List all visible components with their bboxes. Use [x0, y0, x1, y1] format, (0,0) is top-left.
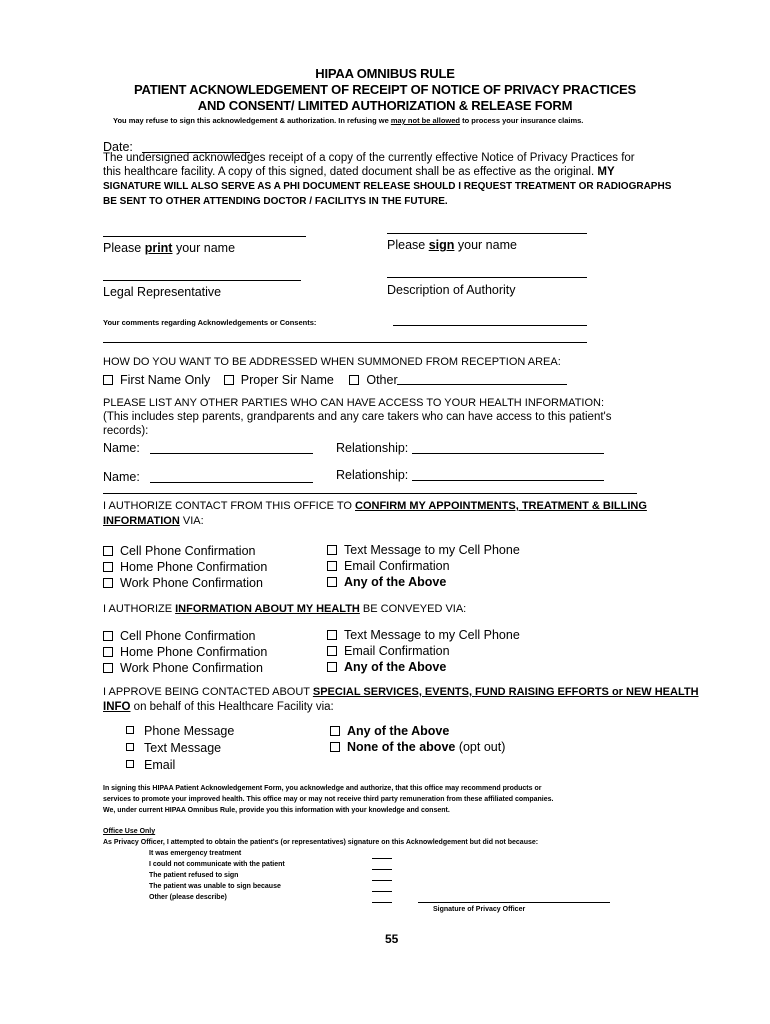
office-reason-2-field[interactable] — [372, 869, 392, 870]
page-number: 55 — [385, 932, 399, 946]
health-text-checkbox[interactable] — [327, 630, 337, 640]
sign-name-field[interactable] — [387, 233, 587, 234]
office-reason-3: The patient refused to sign — [149, 872, 239, 879]
print-name-label: Please print your name — [103, 241, 236, 255]
office-reason-3-field[interactable] — [372, 880, 392, 881]
sir-name-checkbox[interactable] — [224, 375, 234, 385]
parties-note: (This includes step parents, grandparents and any care takers who can have access to this patient's — [103, 411, 612, 423]
address-options: First Name Only Proper Sir Name Other — [103, 373, 398, 387]
date-label: Date: — [103, 140, 133, 154]
approve-phone-checkbox[interactable] — [126, 726, 134, 734]
approve-none-option: None of the above (opt out) — [330, 740, 505, 754]
contact-home-option: Home Phone Confirmation — [103, 560, 267, 574]
first-name-checkbox[interactable] — [103, 375, 113, 385]
approve-email-option: Email — [126, 758, 175, 772]
approve-text-checkbox[interactable] — [126, 743, 134, 751]
form-title-line3: AND CONSENT/ LIMITED AUTHORIZATION & RELEASE FORM — [197, 98, 573, 113]
office-use-title: Office Use Only — [103, 828, 156, 835]
refusal-notice: You may refuse to sign this acknowledgement & authorization. In refusing we may not be allowed to process your insurance claims. — [113, 116, 584, 125]
other-checkbox[interactable] — [349, 375, 359, 385]
office-use-intro: As Privacy Officer, I attempted to obtain the patient's (or representatives) signature on this Acknowledgement but did not because: — [103, 839, 539, 846]
parties-heading: PLEASE LIST ANY OTHER PARTIES WHO CAN HAVE ACCESS TO YOUR HEALTH INFORMATION: — [103, 397, 605, 409]
health-email-checkbox[interactable] — [327, 646, 337, 656]
comments-field[interactable] — [393, 325, 587, 326]
disclaimer-line2: services to promote your improved health. This office may or may not receive third party remuneration from these affiliated companies. — [103, 796, 554, 803]
address-question: HOW DO YOU WANT TO BE ADDRESSED WHEN SUMMONED FROM RECEPTION AREA: — [103, 356, 561, 368]
ack-line4: BE SENT TO OTHER ATTENDING DOCTOR / FACILITYS IN THE FUTURE. — [103, 196, 448, 207]
contact-work-checkbox[interactable] — [103, 578, 113, 588]
party1-name-label: Name: — [103, 441, 140, 455]
health-text-option: Text Message to my Cell Phone — [327, 628, 520, 642]
party2-relationship-label: Relationship: — [336, 468, 409, 482]
parties-note-cont: records): — [103, 425, 149, 437]
contact-any-option: Any of the Above — [327, 575, 446, 589]
authority-description-label: Description of Authority — [387, 283, 516, 297]
contact-email-option: Email Confirmation — [327, 559, 450, 573]
contact-email-checkbox[interactable] — [327, 561, 337, 571]
party2-name-label: Name: — [103, 470, 140, 484]
approve-heading: I APPROVE BEING CONTACTED ABOUT SPECIAL SERVICES, EVENTS, FUND RAISING EFFORTS or NEW HEALTH — [103, 686, 699, 698]
contact-text-option: Text Message to my Cell Phone — [327, 543, 520, 557]
health-any-option: Any of the Above — [327, 660, 446, 674]
print-name-field[interactable] — [103, 236, 306, 237]
office-reason-5-field[interactable] — [372, 902, 392, 903]
privacy-officer-signature-label: Signature of Privacy Officer — [433, 906, 526, 913]
privacy-officer-signature-field[interactable] — [418, 902, 610, 903]
disclaimer-line3: We, under current HIPAA Omnibus Rule, provide you this information with your knowledge and consent. — [103, 807, 450, 814]
contact-home-checkbox[interactable] — [103, 562, 113, 572]
legal-representative-field[interactable] — [103, 280, 301, 281]
health-heading: I AUTHORIZE INFORMATION ABOUT MY HEALTH BE CONVEYED VIA: — [103, 603, 467, 615]
office-reason-2: I could not communicate with the patient — [149, 861, 285, 868]
contact-any-checkbox[interactable] — [327, 577, 337, 587]
office-reason-5: Other (please describe) — [149, 894, 227, 901]
contact-work-option: Work Phone Confirmation — [103, 576, 263, 590]
authority-description-field[interactable] — [387, 277, 587, 278]
office-reason-1-field[interactable] — [372, 858, 392, 859]
party2-relationship-field[interactable] — [412, 480, 604, 481]
health-home-option: Home Phone Confirmation — [103, 645, 267, 659]
ack-line2: this healthcare facility. A copy of this signed, dated document shall be as effective as the original. MY — [103, 166, 615, 178]
approve-heading-cont: INFO on behalf of this Healthcare Facility via: — [103, 701, 334, 713]
approve-any-option: Any of the Above — [330, 724, 449, 738]
health-work-checkbox[interactable] — [103, 663, 113, 673]
contact-heading-cont: INFORMATION VIA: — [103, 515, 204, 527]
form-title-line2: PATIENT ACKNOWLEDGEMENT OF RECEIPT OF NOTICE OF PRIVACY PRACTICES — [134, 82, 636, 97]
office-reason-1: It was emergency treatment — [149, 850, 242, 857]
ack-line1: The undersigned acknowledges receipt of a copy of the currently effective Notice of Privacy Practices for — [103, 152, 635, 164]
approve-text-option: Text Message — [126, 741, 221, 755]
health-email-option: Email Confirmation — [327, 644, 450, 658]
contact-cell-option: Cell Phone Confirmation — [103, 544, 256, 558]
approve-phone-option: Phone Message — [126, 724, 234, 738]
health-cell-checkbox[interactable] — [103, 631, 113, 641]
office-reason-4: The patient was unable to sign because — [149, 883, 281, 890]
office-reason-4-field[interactable] — [372, 891, 392, 892]
approve-none-checkbox[interactable] — [330, 742, 340, 752]
ack-line3: SIGNATURE WILL ALSO SERVE AS A PHI DOCUMENT RELEASE SHOULD I REQUEST TREATMENT OR RADIOGRAPHS — [103, 181, 672, 192]
disclaimer-line1: In signing this HIPAA Patient Acknowledgement Form, you acknowledge and authorize, that this office may recommend products or — [103, 785, 542, 792]
approve-any-checkbox[interactable] — [330, 726, 340, 736]
section-divider — [103, 493, 637, 494]
health-cell-option: Cell Phone Confirmation — [103, 629, 256, 643]
health-work-option: Work Phone Confirmation — [103, 661, 263, 675]
party1-relationship-field[interactable] — [412, 453, 604, 454]
party1-relationship-label: Relationship: — [336, 441, 409, 455]
party1-name-field[interactable] — [150, 453, 313, 454]
comments-field-line2[interactable] — [103, 342, 587, 343]
other-address-field[interactable] — [397, 384, 567, 385]
party2-name-field[interactable] — [150, 482, 313, 483]
health-any-checkbox[interactable] — [327, 662, 337, 672]
sign-name-label: Please sign your name — [387, 238, 517, 252]
approve-email-checkbox[interactable] — [126, 760, 134, 768]
contact-text-checkbox[interactable] — [327, 545, 337, 555]
comments-label: Your comments regarding Acknowledgements or Consents: — [103, 318, 317, 327]
contact-cell-checkbox[interactable] — [103, 546, 113, 556]
legal-representative-label: Legal Representative — [103, 285, 222, 299]
contact-heading: I AUTHORIZE CONTACT FROM THIS OFFICE TO CONFIRM MY APPOINTMENTS, TREATMENT & BILLING — [103, 500, 647, 512]
form-title-line1: HIPAA OMNIBUS RULE — [315, 66, 455, 81]
health-home-checkbox[interactable] — [103, 647, 113, 657]
